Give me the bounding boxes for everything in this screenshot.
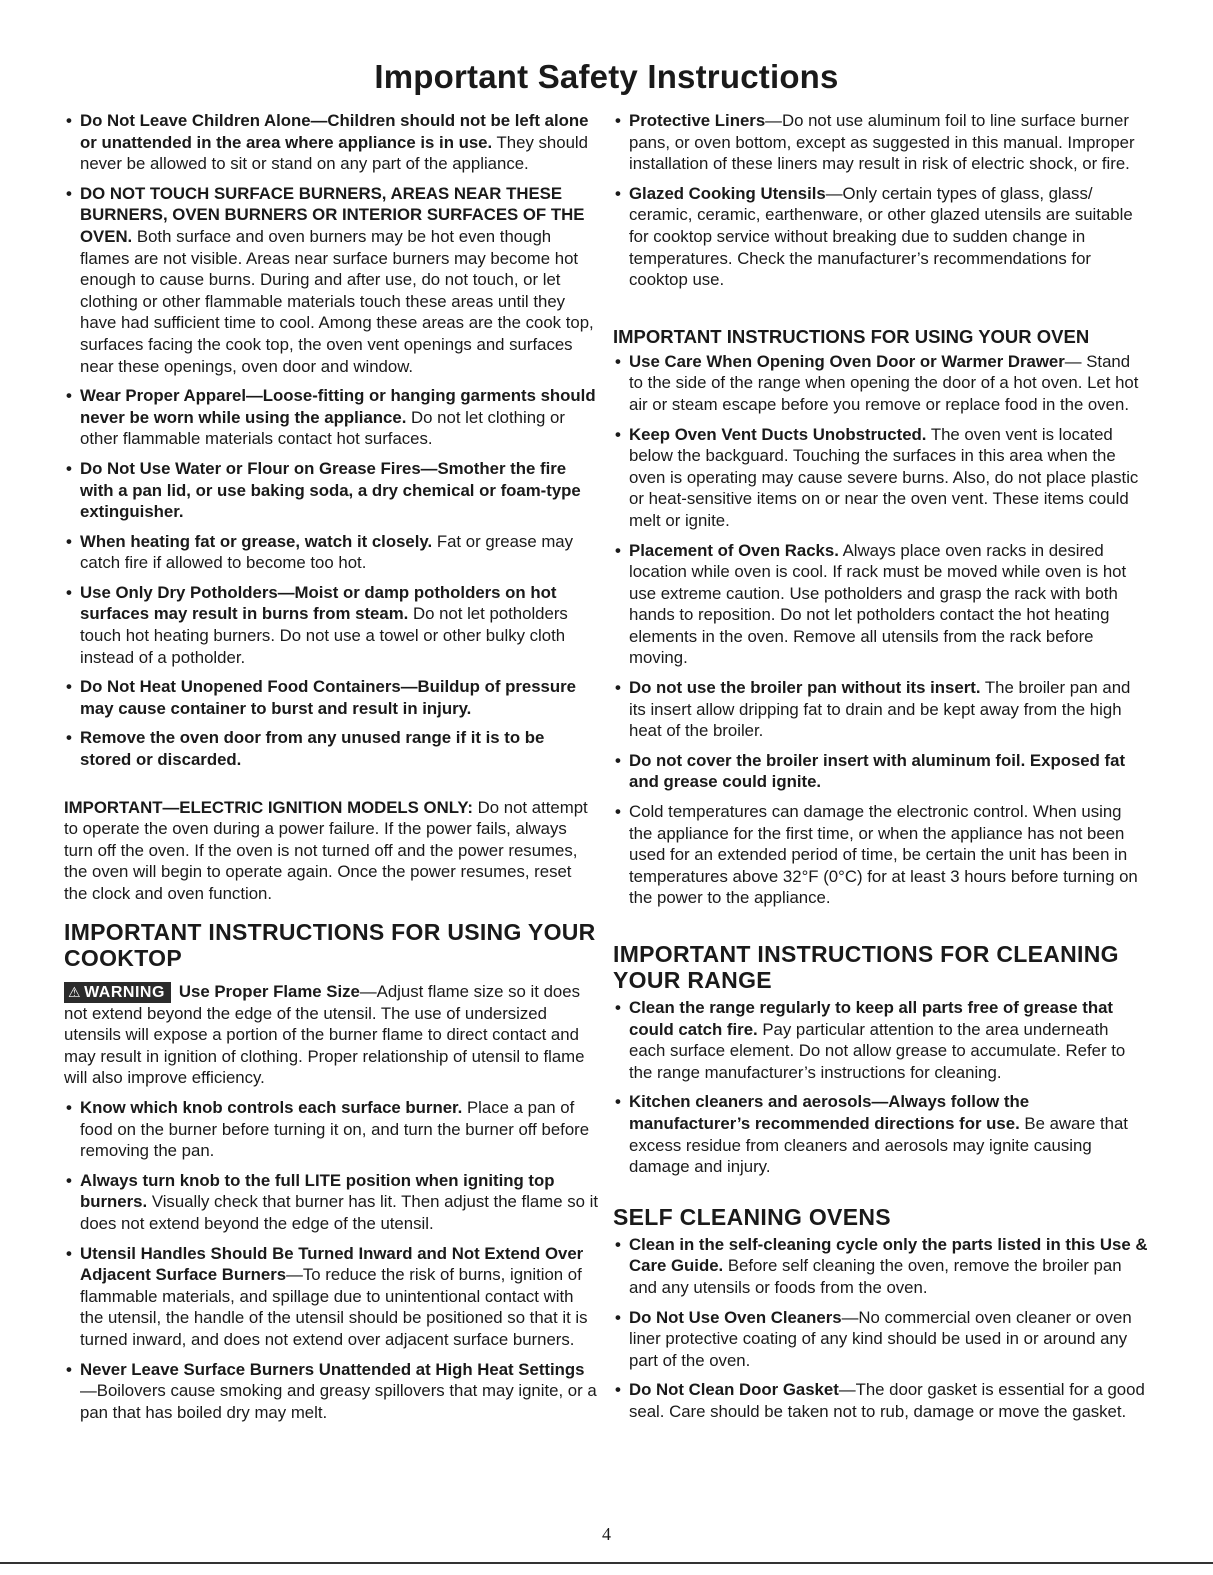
cooktop-section-heading: IMPORTANT INSTRUCTIONS FOR USING YOUR COOKTOP <box>64 918 596 971</box>
item-text: — Stand to the side of the range when opening the door of a hot oven. Let hot air or steam escape before you remove or replace food in the oven. <box>629 351 1139 414</box>
item-text: Before self cleaning the oven, remove the broiler pan and any utensils or foods from the oven. <box>629 1256 1122 1297</box>
oven-list <box>613 351 1148 909</box>
list-item <box>613 351 1148 416</box>
electric-ignition-note <box>64 797 598 905</box>
list-item <box>64 458 598 523</box>
item-heading: Clean in the self-cleaning cycle only the parts listed in this Use & Care Guide. <box>629 1234 1148 1276</box>
cooktop-warning-heading: Use Proper Flame Size <box>178 981 360 1001</box>
page-title: Important Safety Instructions <box>374 58 839 95</box>
item-heading: Remove the oven door from any unused range if it is to be stored or discarded. <box>80 728 545 770</box>
item-heading: Protective Liners <box>629 111 766 130</box>
item-text: The oven vent is located below the backguard. Touching the surfaces in this area when the oven is operating may cause severe burns. Also, do not place plastic or heat-sensitive items on or near the oven vent. These items could melt or ignite. <box>629 424 1139 530</box>
list-item <box>613 424 1148 532</box>
item-text: —No commercial oven cleaner or oven liner protective coating of any kind should be used in or around any part of the oven. <box>629 1307 1132 1370</box>
item-heading: Placement of Oven Racks. <box>629 540 839 560</box>
item-heading: Keep Oven Vent Ducts Unobstructed. <box>629 424 927 444</box>
item-heading: Use Only Dry Potholders—Moist or damp potholders on hot surfaces may result in burns from steam. <box>80 582 557 624</box>
item-heading: Never Leave Surface Burners Unattended at High Heat Settings <box>80 1359 585 1379</box>
item-text: Do not let clothing or other flammable materials contact hot surfaces. <box>80 407 565 449</box>
left-column <box>64 110 598 1431</box>
item-text: Always place oven racks in desired location while oven is cool. If rack must be moved while oven is hot use extreme caution. Use potholders and grasp the rack with both hands to reposition. Do not let potholders contact the hot heating elements in the oven. Remove all utensils from the rack before moving. <box>629 540 1127 668</box>
item-text: Visually check that burner has lit. Then adjust the flame so it does not extend beyond the edge of the utensil. <box>80 1192 599 1233</box>
cooktop-warning-text: —Adjust flame size so it does not extend beyond the edge of the utensil. The use of undersized utensils will expose a portion of the burner flame to direct contact and may result in ignition of clothing. Proper relationship of utensil to flame will also improve efficiency. <box>64 981 585 1088</box>
list-item <box>613 997 1148 1083</box>
item-text: Do not let potholders touch hot heating burners. Do not use a towel or other bulky cloth instead of a potholder. <box>80 604 568 667</box>
item-heading: Do not use the broiler pan without its insert. <box>629 678 981 698</box>
item-text: Be aware that excess residue from cleaners and aerosols may ignite causing damage and injury. <box>629 1113 1128 1177</box>
list-item <box>613 750 1148 793</box>
item-heading: Clean the range regularly to keep all parts free of grease that could catch fire. <box>629 998 1114 1039</box>
list-item <box>613 1234 1148 1299</box>
item-heading: When heating fat or grease, watch it closely. <box>80 531 433 551</box>
item-text: The broiler pan and its insert allow dripping fat to drain and be kept away from the high heat of the broiler. <box>629 678 1131 741</box>
oven-section-heading: IMPORTANT INSTRUCTIONS FOR USING YOUR OVEN <box>613 325 1090 347</box>
item-heading: Wear Proper Apparel—Loose-fitting or hanging garments should never be worn while using the appliance. <box>80 386 596 427</box>
list-item <box>613 183 1148 291</box>
item-heading: Utensil Handles Should Be Turned Inward and Not Extend Over Adjacent Surface Burners <box>80 1243 584 1285</box>
list-item <box>613 1091 1148 1177</box>
list-item <box>64 582 598 668</box>
item-text: —Do not use aluminum foil to line surface burner pans, or oven bottom, except as suggested in this manual. Improper installation of these liners may result in risk of electric shock, or fire. <box>629 111 1135 174</box>
list-item <box>613 1307 1148 1372</box>
cooktop-warning-paragraph <box>64 981 598 1089</box>
list-item <box>64 1243 598 1351</box>
item-text: —To reduce the risk of burns, ignition of flammable materials, and spillage due to unintentional contact with the utensil, the handle of the utensil should be positioned so that it is turned inward, and does not extend over adjacent surface burners. <box>80 1265 588 1349</box>
item-heading: Kitchen cleaners and aerosols—Always follow the manufacturer’s recommended directions for use. <box>629 1092 1030 1133</box>
right-safety-list <box>613 110 1148 291</box>
item-heading: Use Care When Opening Oven Door or Warmer Drawer <box>629 351 1065 371</box>
item-heading: Do Not Use Oven Cleaners <box>629 1307 842 1327</box>
list-item <box>64 531 598 574</box>
list-item <box>64 1359 598 1424</box>
item-text: Pay particular attention to the area underneath each surface element. Do not allow grease to accumulate. Refer to the range manufacturer’s instructions for cleaning. <box>629 1019 1126 1082</box>
item-heading: Know which knob controls each surface burner. <box>80 1097 463 1117</box>
list-item <box>613 1379 1148 1422</box>
item-heading: Do Not Heat Unopened Food Containers—Buildup of pressure may cause container to burst and result in injury. <box>80 677 576 718</box>
cooktop-list <box>64 1097 598 1423</box>
list-item <box>64 183 598 377</box>
item-text: Both surface and oven burners may be hot even though flames are not visible. Areas near surface burners may become hot enough to cause burns. During and after use, do not touch, or let clothing or other flammable materials touch these areas until they have had sufficient time to cool. Among these areas are the cook top, surfaces facing the cook top, the oven vent openings and surfaces near these openings, oven door and window. <box>80 226 594 376</box>
electric-ignition-text: Do not attempt to operate the oven during a power failure. If the power fails, always turn off the oven. If the oven is not turned off and the power resumes, the oven will begin to operate again. Once the power resumes, reset the clock and oven function. <box>64 797 588 903</box>
right-column <box>613 110 1148 1431</box>
warning-badge-label: WARNING <box>84 983 165 1001</box>
list-item <box>64 385 598 450</box>
item-heading: Always turn knob to the full LITE position when igniting top burners. <box>80 1170 555 1212</box>
item-heading: DO NOT TOUCH SURFACE BURNERS, AREAS NEAR THESE BURNERS, OVEN BURNERS OR INTERIOR SURFACES OF THE OVEN. <box>80 183 585 246</box>
self-cleaning-heading: SELF CLEANING OVENS <box>613 1203 891 1230</box>
list-item <box>613 110 1148 175</box>
item-heading: Do Not Leave Children Alone—Children should not be left alone or unattended in the area where appliance is in use. <box>80 111 589 152</box>
item-text: —The door gasket is essential for a good seal. Care should be taken not to rub, damage or move the gasket. <box>629 1380 1145 1421</box>
item-heading: Do Not Clean Door Gasket <box>629 1380 839 1400</box>
item-text: Fat or grease may catch fire if allowed to become too hot. <box>80 531 574 573</box>
cleaning-list <box>613 997 1148 1178</box>
bottom-divider <box>0 1562 1213 1564</box>
page-number: 4 <box>602 1524 611 1544</box>
item-text: Cold temperatures can damage the electronic control. When using the appliance for the first time, or when the appliance has not been used for an extended period of time, be certain the unit has been in temperatures above 32°F (0°C) for at least 3 hours before turning on the power to the appliance. <box>629 802 1138 908</box>
item-heading: Glazed Cooking Utensils <box>629 183 826 203</box>
electric-ignition-heading: IMPORTANT—ELECTRIC IGNITION MODELS ONLY: <box>64 797 473 817</box>
cleaning-section-heading: IMPORTANT INSTRUCTIONS FOR CLEANING YOUR RANGE <box>613 941 1119 993</box>
self-cleaning-list <box>613 1234 1148 1423</box>
list-item <box>64 1170 598 1235</box>
item-heading: Do Not Use Water or Flour on Grease Fires—Smother the fire with a pan lid, or use baking soda, a dry chemical or foam-type extinguisher. <box>80 458 581 522</box>
list-item <box>64 110 598 175</box>
list-item <box>64 727 598 770</box>
item-text: —Boilovers cause smoking and greasy spillovers that may ignite, or a pan that has boiled dry may melt. <box>80 1381 597 1422</box>
list-item <box>64 676 598 719</box>
item-heading: Do not cover the broiler insert with aluminum foil. Exposed fat and grease could ignite. <box>629 750 1126 792</box>
list-item <box>613 677 1148 742</box>
list-item <box>613 801 1148 909</box>
item-text: They should never be allowed to sit or stand on any part of the appliance. <box>80 132 588 174</box>
list-item <box>613 540 1148 670</box>
item-text: —Only certain types of glass, glass/ ceramic, ceramic, earthenware, or other glazed utensils are suitable for cooktop service without breaking due to sudden change in temperatures. Check the manufacturer’s recommendations for cooktop use. <box>629 183 1133 290</box>
warning-badge <box>64 982 171 1003</box>
list-item <box>64 1097 598 1162</box>
left-safety-list <box>64 110 598 771</box>
warning-triangle-icon: ⚠ <box>68 983 82 1000</box>
item-text: Place a pan of food on the burner before turning it on, and turn the burner off before removing the pan. <box>80 1097 590 1161</box>
